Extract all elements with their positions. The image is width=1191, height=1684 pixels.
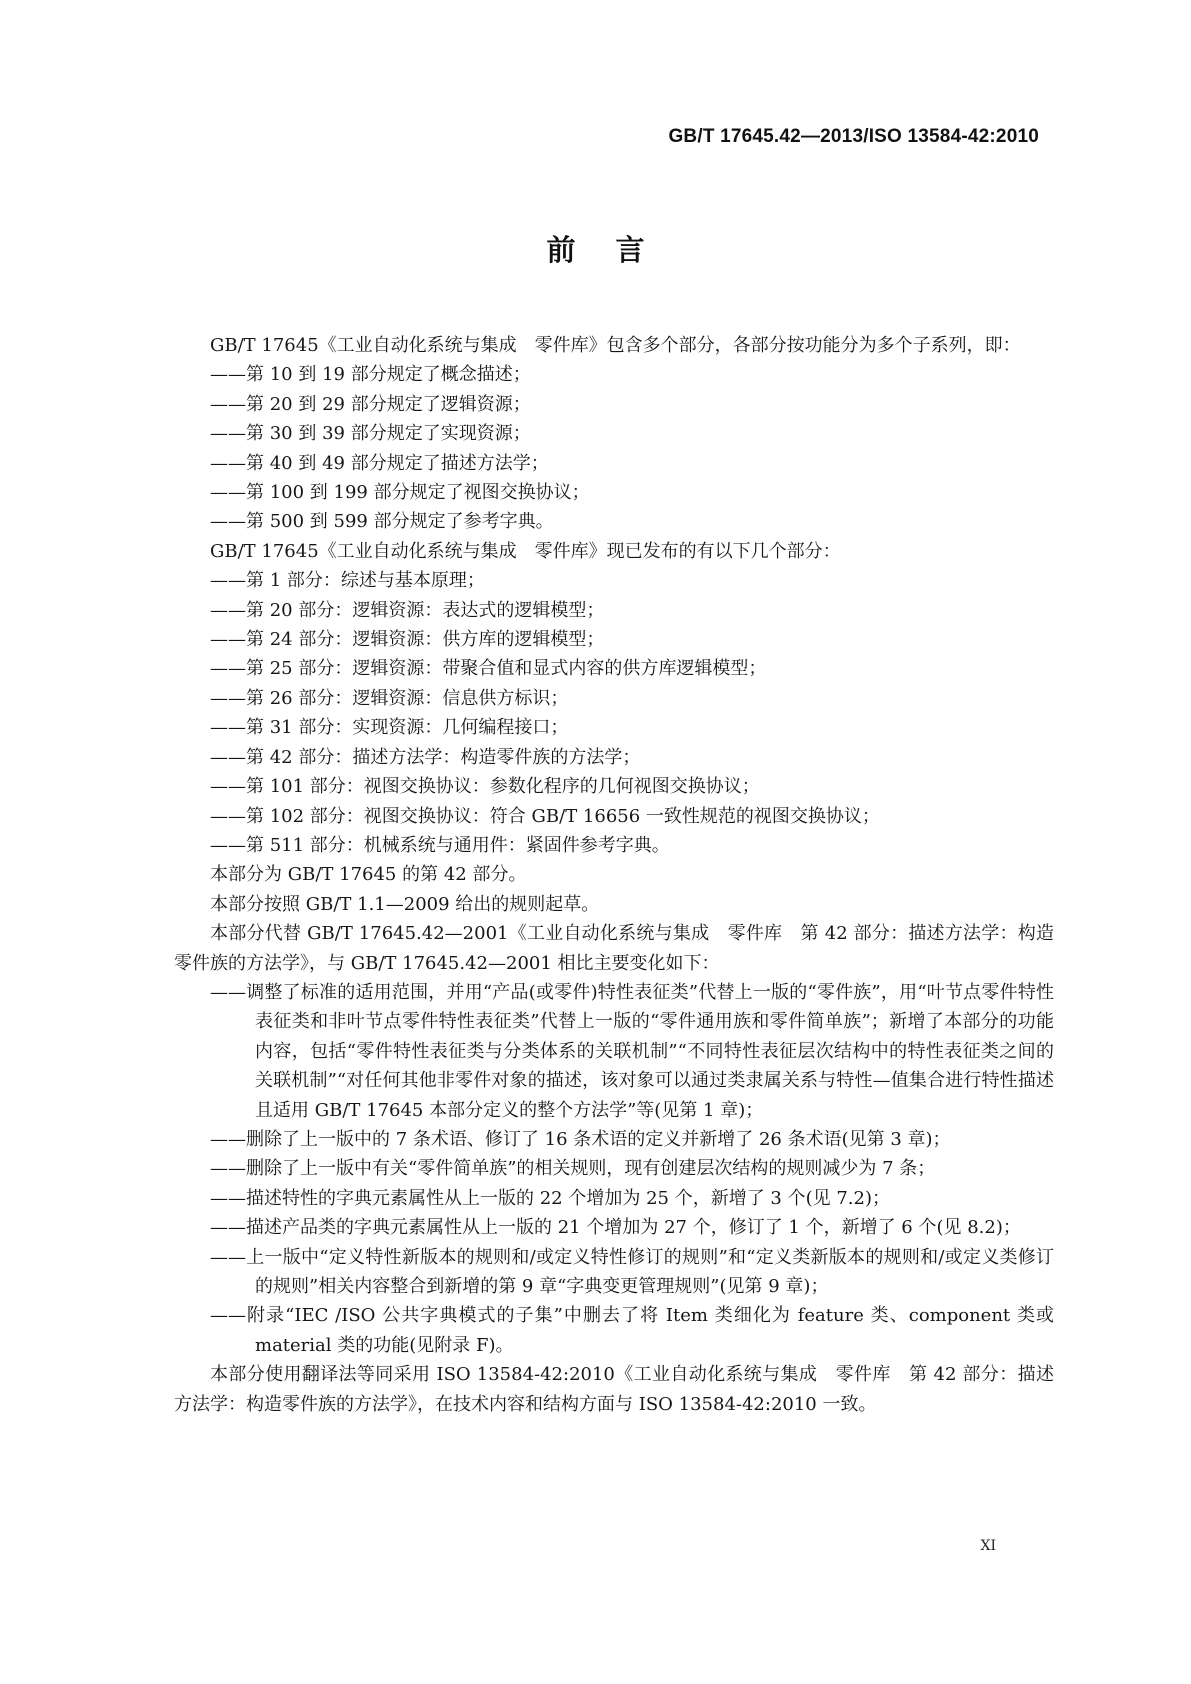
series-item: ——第 100 到 199 部分规定了视图交换协议；: [210, 482, 590, 504]
paragraph-intro: GB/T 17645《工业自动化系统与集成 零件库》包含多个部分，各部分按功能分为多个子系列，即：: [210, 335, 1021, 356]
change-item: ——删除了上一版中有关“零件简单族”的相关规则，现有创建层次结构的规则减少为 7 条；: [210, 1158, 936, 1180]
series-item: ——第 40 到 49 部分规定了描述方法学；: [210, 452, 549, 474]
page-title: 前言: [546, 233, 685, 267]
paragraph-part-number: 本部分为 GB/T 17645 的第 42 部分。: [210, 864, 527, 886]
published-part-item: ——第 102 部分：视图交换协议：符合 GB/T 16656 一致性规范的视图交换协议；: [210, 805, 880, 827]
paragraph-published: GB/T 17645《工业自动化系统与集成 零件库》现已发布的有以下几个部分：: [210, 540, 841, 562]
published-part-item: ——第 42 部分：描述方法学：构造零件族的方法学；: [210, 746, 641, 768]
series-item: ——第 500 到 599 部分规定了参考字典。: [210, 511, 554, 533]
foreword-body: [174, 331, 1054, 1419]
series-item: ——第 30 到 39 部分规定了实现资源；: [210, 423, 531, 445]
series-item: ——第 20 到 29 部分规定了逻辑资源；: [210, 393, 531, 415]
paragraph-drafting-rules: 本部分按照 GB/T 1.1—2009 给出的规则起草。: [210, 893, 600, 915]
published-part-item: ——第 24 部分：逻辑资源：供方库的逻辑模型；: [210, 629, 605, 651]
page-number: XI: [980, 1538, 996, 1554]
published-part-item: ——第 511 部分：机械系统与通用件：紧固件参考字典。: [210, 834, 670, 856]
published-part-item: ——第 20 部分：逻辑资源：表达式的逻辑模型；: [210, 599, 605, 621]
change-item: ——删除了上一版中的 7 条术语、修订了 16 条术语的定义并新增了 26 条术语(见第 3 章)；: [210, 1128, 951, 1150]
published-part-item: ——第 31 部分：实现资源：几何编程接口；: [210, 717, 569, 739]
change-item: ——调整了标准的适用范围，并用“产品(或零件)特性表征类”代替上一版的“零件族”，用“叶节点零件特性表征类和非叶节点零件特性表征类”代替上一版的“零件通用族和零件简单族”；新增了本部分的功能内容，包括“零件特性表征类与分类体系的关联机制”“不同特性表征层次结构中的特性表征类之间的关联机制”“对任何其他非零件对象的描述，该对象可以通过类隶属关系与特性—值集合进行特性描述且适用 GB/T 17645 本部分定义的整个方法学”等(见第 1 章)；: [210, 981, 1054, 1121]
standard-id-header: GB/T 17645.42—2013/ISO 13584-42:2010: [668, 126, 1039, 147]
published-part-item: ——第 26 部分：逻辑资源：信息供方标识；: [210, 687, 569, 709]
published-part-item: ——第 25 部分：逻辑资源：带聚合值和显式内容的供方库逻辑模型；: [210, 658, 767, 680]
paragraph-adoption: 本部分使用翻译法等同采用 ISO 13584-42:2010《工业自动化系统与集成 零件库 第 42 部分：描述方法学：构造零件族的方法学》，在技术内容和结构方面与 ISO 13584-42:2010 一致。: [174, 1364, 1054, 1415]
published-part-item: ——第 1 部分：综述与基本原理；: [210, 570, 485, 592]
series-item: ——第 10 到 19 部分规定了概念描述；: [210, 364, 531, 386]
change-item: ——描述产品类的字典元素属性从上一版的 21 个增加为 27 个，修订了 1 个，新增了 6 个(见 8.2)；: [210, 1217, 1021, 1239]
published-part-item: ——第 101 部分：视图交换协议：参数化程序的几何视图交换协议；: [210, 776, 760, 798]
change-item: ——描述特性的字典元素属性从上一版的 22 个增加为 25 个，新增了 3 个(见 7.2)；: [210, 1187, 890, 1209]
paragraph-replaces: 本部分代替 GB/T 17645.42—2001《工业自动化系统与集成 零件库 第 42 部分：描述方法学：构造零件族的方法学》，与 GB/T 17645.42—2001 相比主要变化如下：: [174, 923, 1054, 974]
change-item: ——附录“IEC /ISO 公共字典模式的子集”中删去了将 Item 类细化为 feature 类、component 类或 material 类的功能(见附录 F)。: [210, 1305, 1054, 1356]
change-item: ——上一版中“定义特性新版本的规则和/或定义特性修订的规则”和“定义类新版本的规则和/或定义类修订的规则”相关内容整合到新增的第 9 章“字典变更管理规则”(见第 9 章)；: [210, 1246, 1054, 1297]
